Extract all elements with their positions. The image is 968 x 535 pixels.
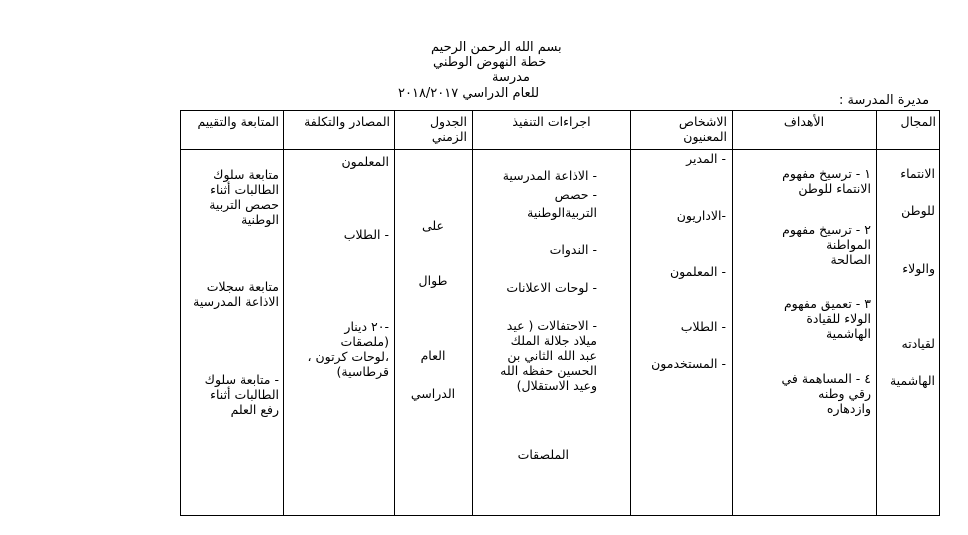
person-item: - الطلاب [680, 319, 726, 334]
procedure-item: - الندوات [549, 242, 597, 257]
principal-label: مديرة المدرسة : [839, 93, 930, 108]
procedure-item: - لوحات الاعلانات [506, 280, 597, 295]
schedule-line: العام [420, 348, 446, 363]
column-divider [630, 111, 631, 515]
objective-item: ٤ - المساهمة في رقي وطنه وازدهاره [781, 371, 871, 416]
person-item: -الاداريون [676, 208, 726, 223]
plan-title: خطة النهوض الوطني [433, 55, 547, 70]
header-objectives: الأهداف [783, 114, 825, 129]
school-year-line: للعام الدراسي ٢٠١٨/٢٠١٧ [398, 86, 540, 101]
procedure-item: - حصص [554, 187, 597, 202]
field-line: الهاشمية [889, 373, 935, 388]
followup-item: متابعة سجلات الاذاعة المدرسية [193, 279, 279, 309]
header-resources: المصادر والتكلفة [304, 114, 390, 129]
field-line: لقيادته [901, 336, 935, 351]
schedule-line: على [421, 218, 444, 233]
header-followup: المتابعة والتقييم [197, 114, 279, 129]
resource-item: -٢٠ دينار (ملصقات ،لوحات كرتون ، قرطاسية) [307, 319, 389, 379]
column-divider [732, 111, 733, 515]
objective-item: ٢ - ترسيخ مفهوم المواطنة الصالحة [782, 222, 871, 267]
plan-table [180, 110, 940, 516]
procedure-item: التربيةالوطنية [527, 205, 597, 220]
header-procedures: اجراءات التنفيذ [512, 114, 591, 129]
header-field: المجال [900, 114, 936, 129]
field-line: والولاء [902, 261, 935, 276]
header-persons: الاشخاص المعنيون [678, 114, 727, 144]
resource-item: المعلمون [341, 154, 389, 169]
school-label: مدرسة [492, 70, 530, 85]
procedure-item: - الاذاعة المدرسية [502, 168, 597, 183]
person-item: - المستخدمون [651, 356, 726, 371]
objective-item: ٣ - تعميق مفهوم الولاء للقيادة الهاشمية [783, 296, 871, 341]
resource-item: - الطلاب [343, 227, 389, 242]
schedule-line: طوال [418, 273, 448, 288]
column-divider [283, 111, 284, 515]
basmala: بسم الله الرحمن الرحيم [431, 40, 562, 55]
column-divider [876, 111, 877, 515]
procedure-item: الملصقات [517, 447, 569, 462]
header-schedule: الجدول الزمني [429, 114, 467, 144]
followup-item: - متابعة سلوك الطالبات أثناء رفع العلم [204, 372, 279, 417]
field-line: الانتماء [900, 166, 935, 181]
header-row-divider [181, 149, 939, 150]
followup-item: متابعة سلوك الطالبات أثناء حصص التربية الوطنية [209, 167, 279, 227]
person-item: - المعلمون [669, 264, 726, 279]
column-divider [472, 111, 473, 515]
field-line: للوطن [901, 203, 935, 218]
schedule-line: الدراسي [410, 386, 456, 401]
column-divider [394, 111, 395, 515]
objective-item: ١ - ترسيخ مفهوم الانتماء للوطن [782, 166, 871, 196]
person-item: - المدير [686, 151, 726, 166]
procedure-item: - الاحتفالات ( عيد ميلاد جلالة الملك عبد الله الثاني بن الحسين حفظه الله وعيد الاستقلال) [500, 318, 597, 393]
